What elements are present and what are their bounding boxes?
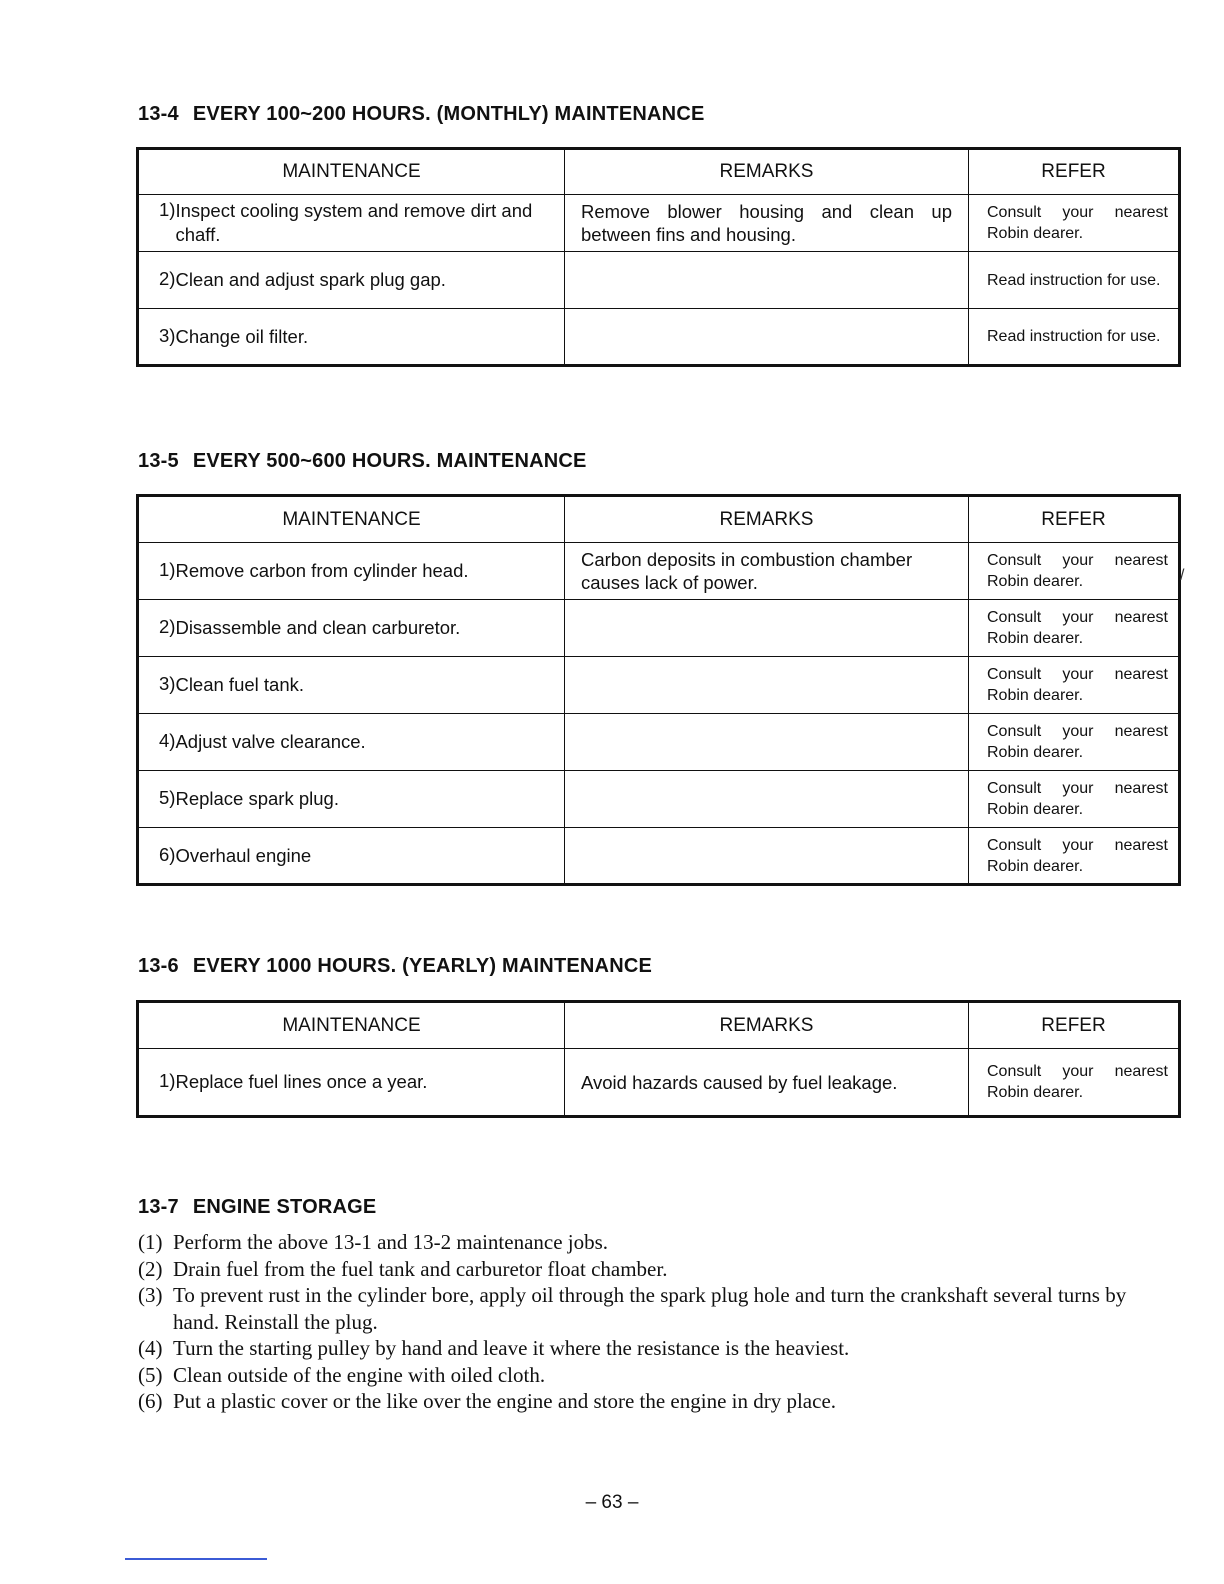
header-maintenance: MAINTENANCE [138, 149, 565, 195]
remarks-cell [565, 771, 969, 828]
storage-list [138, 1229, 1158, 1415]
maintenance-table-13-6 [136, 1000, 1181, 1118]
section-13-7-title [138, 1196, 376, 1219]
maintenance-cell [138, 714, 565, 771]
maintenance-cell [138, 195, 565, 252]
refer-cell: Consult your nearest Robin dearer. [969, 195, 1180, 252]
maintenance-cell [138, 828, 565, 885]
list-item [138, 1362, 1158, 1389]
maintenance-table-13-5 [136, 494, 1181, 886]
item-number: 4) [159, 730, 176, 751]
item-number: 1) [159, 199, 176, 220]
footer-rule [125, 1558, 267, 1560]
maintenance-text: Change oil filter. [175, 325, 309, 347]
list-item-text: Put a plastic cover or the like over the engine and store the engine in dry place. [173, 1389, 837, 1413]
remarks-cell [565, 657, 969, 714]
list-item-number: (2) [138, 1256, 163, 1281]
section-number: 13-7 [138, 1196, 179, 1218]
refer-cell: Consult your nearest Robin dearer. [969, 771, 1180, 828]
list-item-number: (5) [138, 1362, 163, 1387]
refer-cell: Consult your nearest Robin dearer. [969, 600, 1180, 657]
section-number: 13-4 [138, 103, 179, 125]
table-header-row [138, 496, 1180, 543]
maintenance-text: Replace spark plug. [175, 788, 339, 809]
section-number: 13-5 [138, 450, 179, 472]
list-item-text: Clean outside of the engine with oiled cloth. [173, 1362, 546, 1387]
list-item [138, 1256, 1158, 1283]
item-number: 1) [159, 1070, 176, 1091]
list-item [138, 1388, 1158, 1415]
item-number: 5) [159, 787, 176, 808]
table-row [138, 1049, 1180, 1117]
header-remarks: REMARKS [565, 496, 969, 543]
item-number: 3) [159, 673, 176, 694]
item-number: 3) [159, 324, 176, 346]
section-title-text: EVERY 1000 HOURS. (YEARLY) MAINTENANCE [192, 955, 653, 977]
item-number: 6) [159, 843, 176, 865]
remarks-cell: Carbon deposits in combustion chamber causes lack of power. [565, 543, 969, 600]
table-row [138, 543, 1180, 600]
list-item-text: To prevent rust in the cylinder bore, apply oil through the spark plug hole and turn the crankshaft several turns by hand. Reinstall the plug. [173, 1283, 1127, 1334]
section-number: 13-6 [138, 955, 179, 977]
maintenance-cell [138, 771, 565, 828]
maintenance-text: Replace fuel lines once a year. [175, 1071, 428, 1092]
table-row [138, 309, 1180, 366]
header-remarks: REMARKS [565, 149, 969, 195]
header-refer: REFER [969, 149, 1180, 195]
refer-cell: Consult your nearest Robin dearer. [969, 714, 1180, 771]
maintenance-text: Remove carbon from cylinder head. [175, 560, 469, 581]
header-remarks: REMARKS [565, 1002, 969, 1049]
section-title-text: EVERY 100~200 HOURS. (MONTHLY) MAINTENANCE [192, 103, 705, 125]
refer-cell: Consult your nearest Robin dearer. [969, 543, 1180, 600]
section-title-text: EVERY 500~600 HOURS. MAINTENANCE [192, 450, 587, 472]
list-item [138, 1229, 1158, 1256]
refer-cell: Read instruction for use. [969, 309, 1180, 366]
section-13-5-title [138, 450, 587, 473]
remarks-cell [565, 309, 969, 366]
maintenance-text: Clean and adjust spark plug gap. [175, 269, 446, 290]
section-13-4-title [138, 103, 705, 126]
maintenance-cell [138, 1049, 565, 1117]
remarks-cell: Remove blower housing and clean up between fins and housing. [565, 195, 969, 252]
table-row [138, 600, 1180, 657]
maintenance-text: Adjust valve clearance. [175, 731, 366, 752]
refer-cell: Read instruction for use. [969, 252, 1180, 309]
item-number: 1) [159, 559, 176, 580]
list-item-number: (3) [138, 1283, 163, 1307]
maintenance-cell [138, 309, 565, 366]
remarks-cell [565, 828, 969, 885]
list-item-text: Turn the starting pulley by hand and leave it where the resistance is the heaviest. [173, 1336, 850, 1360]
list-item-number: (4) [138, 1336, 163, 1360]
maintenance-cell [138, 252, 565, 309]
remarks-cell [565, 252, 969, 309]
header-maintenance: MAINTENANCE [138, 1002, 565, 1049]
section-13-6-title [138, 955, 652, 978]
table-row [138, 195, 1180, 252]
remarks-cell [565, 600, 969, 657]
item-number: 2) [159, 268, 176, 289]
maintenance-cell [138, 600, 565, 657]
list-item-text: Perform the above 13-1 and 13-2 maintenance jobs. [173, 1230, 609, 1254]
remarks-cell: Avoid hazards caused by fuel leakage. [565, 1049, 969, 1117]
table-row [138, 771, 1180, 828]
header-refer: REFER [969, 1002, 1180, 1049]
item-number: 2) [159, 616, 176, 637]
maintenance-text: Clean fuel tank. [175, 674, 305, 695]
list-item-text: Drain fuel from the fuel tank and carburetor float chamber. [173, 1256, 668, 1281]
table-header-row [138, 1002, 1180, 1049]
maintenance-table-13-4 [136, 147, 1181, 367]
remarks-cell [565, 714, 969, 771]
refer-cell: Consult your nearest Robin dearer. [969, 828, 1180, 885]
maintenance-text: Inspect cooling system and remove dirt and chaff. [175, 200, 533, 245]
list-item-number: (1) [138, 1230, 163, 1254]
list-item [138, 1282, 1158, 1335]
table-row [138, 828, 1180, 885]
table-row [138, 657, 1180, 714]
list-item-number: (6) [138, 1389, 163, 1413]
refer-cell: Consult your nearest Robin dearer. [969, 1049, 1180, 1117]
maintenance-text: Overhaul engine [175, 844, 312, 866]
maintenance-text: Disassemble and clean carburetor. [175, 617, 461, 638]
list-item [138, 1335, 1158, 1362]
table-row [138, 252, 1180, 309]
refer-cell: Consult your nearest Robin dearer. [969, 657, 1180, 714]
page-number: – 63 – [585, 1492, 639, 1513]
maintenance-cell [138, 657, 565, 714]
section-title-text: ENGINE STORAGE [192, 1196, 377, 1218]
header-refer: REFER [969, 496, 1180, 543]
header-maintenance: MAINTENANCE [138, 496, 565, 543]
maintenance-cell [138, 543, 565, 600]
stray-mark: / [1180, 567, 1185, 584]
table-header-row [138, 149, 1180, 195]
table-row [138, 714, 1180, 771]
